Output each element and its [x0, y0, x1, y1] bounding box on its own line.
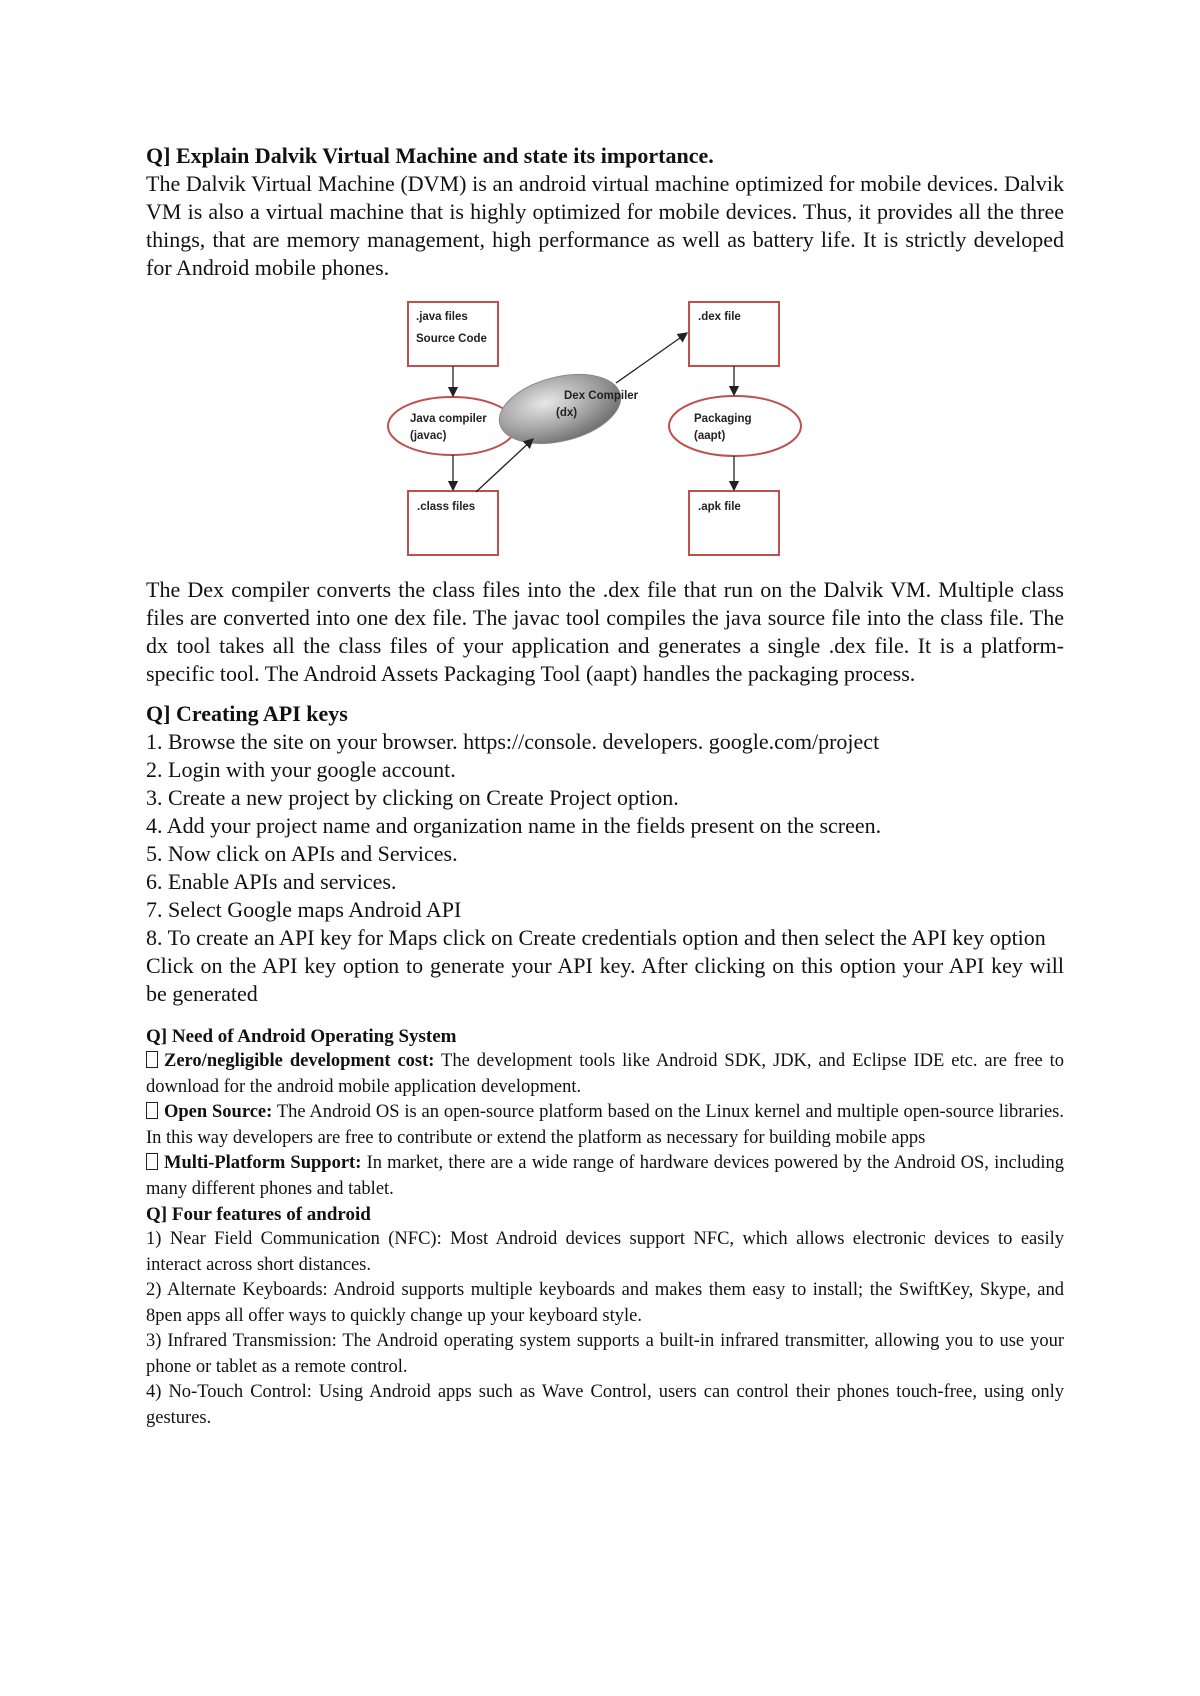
bullet-box-icon	[146, 1102, 158, 1119]
packaging-ellipse	[669, 396, 801, 456]
api-step: 6. Enable APIs and services.	[146, 869, 397, 894]
arrow-dex-compiler-to-dex	[616, 333, 687, 383]
api-step: Click on the API key option to generate your API key. After clicking on this option your API key will be generated	[146, 953, 1064, 1006]
api-step: 1. Browse the site on your browser. https://console. developers. google.com/project	[146, 729, 880, 754]
java-compiler-label: Java compiler	[410, 413, 487, 425]
dvm-intro-paragraph: The Dalvik Virtual Machine (DVM) is an android virtual machine optimized for mobile devices. Dalvik VM is also a virtual machine that is highly optimized for mobile devices. Thus, it provides all the three things, that are memory management, high performance as well as battery life. It is strictly developed for Android mobile phones.	[146, 171, 1064, 280]
api-keys-heading: Q] Creating API keys	[146, 701, 348, 726]
need-item	[146, 1100, 1064, 1151]
need-item-text: The development tools like Android SDK, JDK, and Eclipse IDE etc. are free to download for the android mobile application development.	[146, 1051, 1064, 1097]
need-item-label: Multi-Platform Support:	[164, 1153, 362, 1173]
feature-item: 2) Alternate Keyboards: Android supports multiple keyboards and makes them easy to install; the SwiftKey, Skype, and 8pen apps all offer ways to quickly change up your keyboard style.	[146, 1280, 1064, 1326]
api-step: 5. Now click on APIs and Services.	[146, 841, 458, 866]
api-step: 4. Add your project name and organization name in the fields present on the screen.	[146, 813, 882, 838]
class-files-label: .class files	[417, 501, 476, 513]
dex-file-label: .dex file	[698, 311, 741, 323]
java-compiler-ellipse	[388, 397, 516, 455]
need-item-label: Zero/negligible development cost:	[164, 1051, 435, 1071]
need-heading: Q] Need of Android Operating System	[146, 1026, 457, 1047]
need-item	[146, 1151, 1064, 1202]
dex-compiler-label: Dex Compiler	[564, 390, 639, 402]
dvm-heading: Q] Explain Dalvik Virtual Machine and state its importance.	[146, 143, 714, 168]
need-item-label: Open Source:	[164, 1102, 273, 1122]
document-page	[146, 142, 1064, 1431]
dvm-build-flow-svg	[146, 286, 1064, 576]
apk-file-label: .apk file	[698, 501, 741, 513]
need-item	[146, 1049, 1064, 1100]
need-item-text: The Android OS is an open-source platform based on the Linux kernel and multiple open-source libraries. In this way developers are free to contribute or extend the platform as necessary for building mobile apps	[146, 1102, 1064, 1148]
feature-item: 3) Infrared Transmission: The Android operating system supports a built-in infrared transmitter, allowing you to use your phone or tablet as a remote control.	[146, 1331, 1064, 1377]
api-step: 8. To create an API key for Maps click on Create credentials option and then select the API key option	[146, 925, 1046, 950]
need-item-text: In market, there are a wide range of hardware devices powered by the Android OS, including many different phones and tablet.	[146, 1153, 1064, 1199]
features-heading: Q] Four features of android	[146, 1204, 371, 1225]
dvm-build-diagram	[146, 286, 1064, 576]
source-code-label: Source Code	[416, 333, 487, 345]
feature-item: 4) No-Touch Control: Using Android apps such as Wave Control, users can control their phones touch-free, using only gestures.	[146, 1382, 1064, 1428]
dx-label: (dx)	[556, 407, 578, 419]
dvm-explanation-paragraph: The Dex compiler converts the class files into the .dex file that run on the Dalvik VM. Multiple class files are converted into one dex file. The javac tool compiles the java source file into the class file. The dx tool takes all the class files of your application and generates a single .dex file. It is a platform-specific tool. The Android Assets Packaging Tool (aapt) handles the packaging process.	[146, 577, 1064, 686]
api-step: 7. Select Google maps Android API	[146, 897, 462, 922]
api-step: 2. Login with your google account.	[146, 757, 456, 782]
aapt-label: (aapt)	[694, 430, 726, 442]
bullet-box-icon	[146, 1153, 158, 1170]
api-keys-steps	[146, 728, 1064, 1008]
feature-item: 1) Near Field Communication (NFC): Most Android devices support NFC, which allows electronic devices to easily interact across short distances.	[146, 1229, 1064, 1275]
bullet-box-icon	[146, 1051, 158, 1068]
packaging-label: Packaging	[694, 413, 752, 425]
javac-label: (javac)	[410, 430, 447, 442]
api-step: 3. Create a new project by clicking on Create Project option.	[146, 785, 679, 810]
java-files-label: .java files	[416, 311, 468, 323]
